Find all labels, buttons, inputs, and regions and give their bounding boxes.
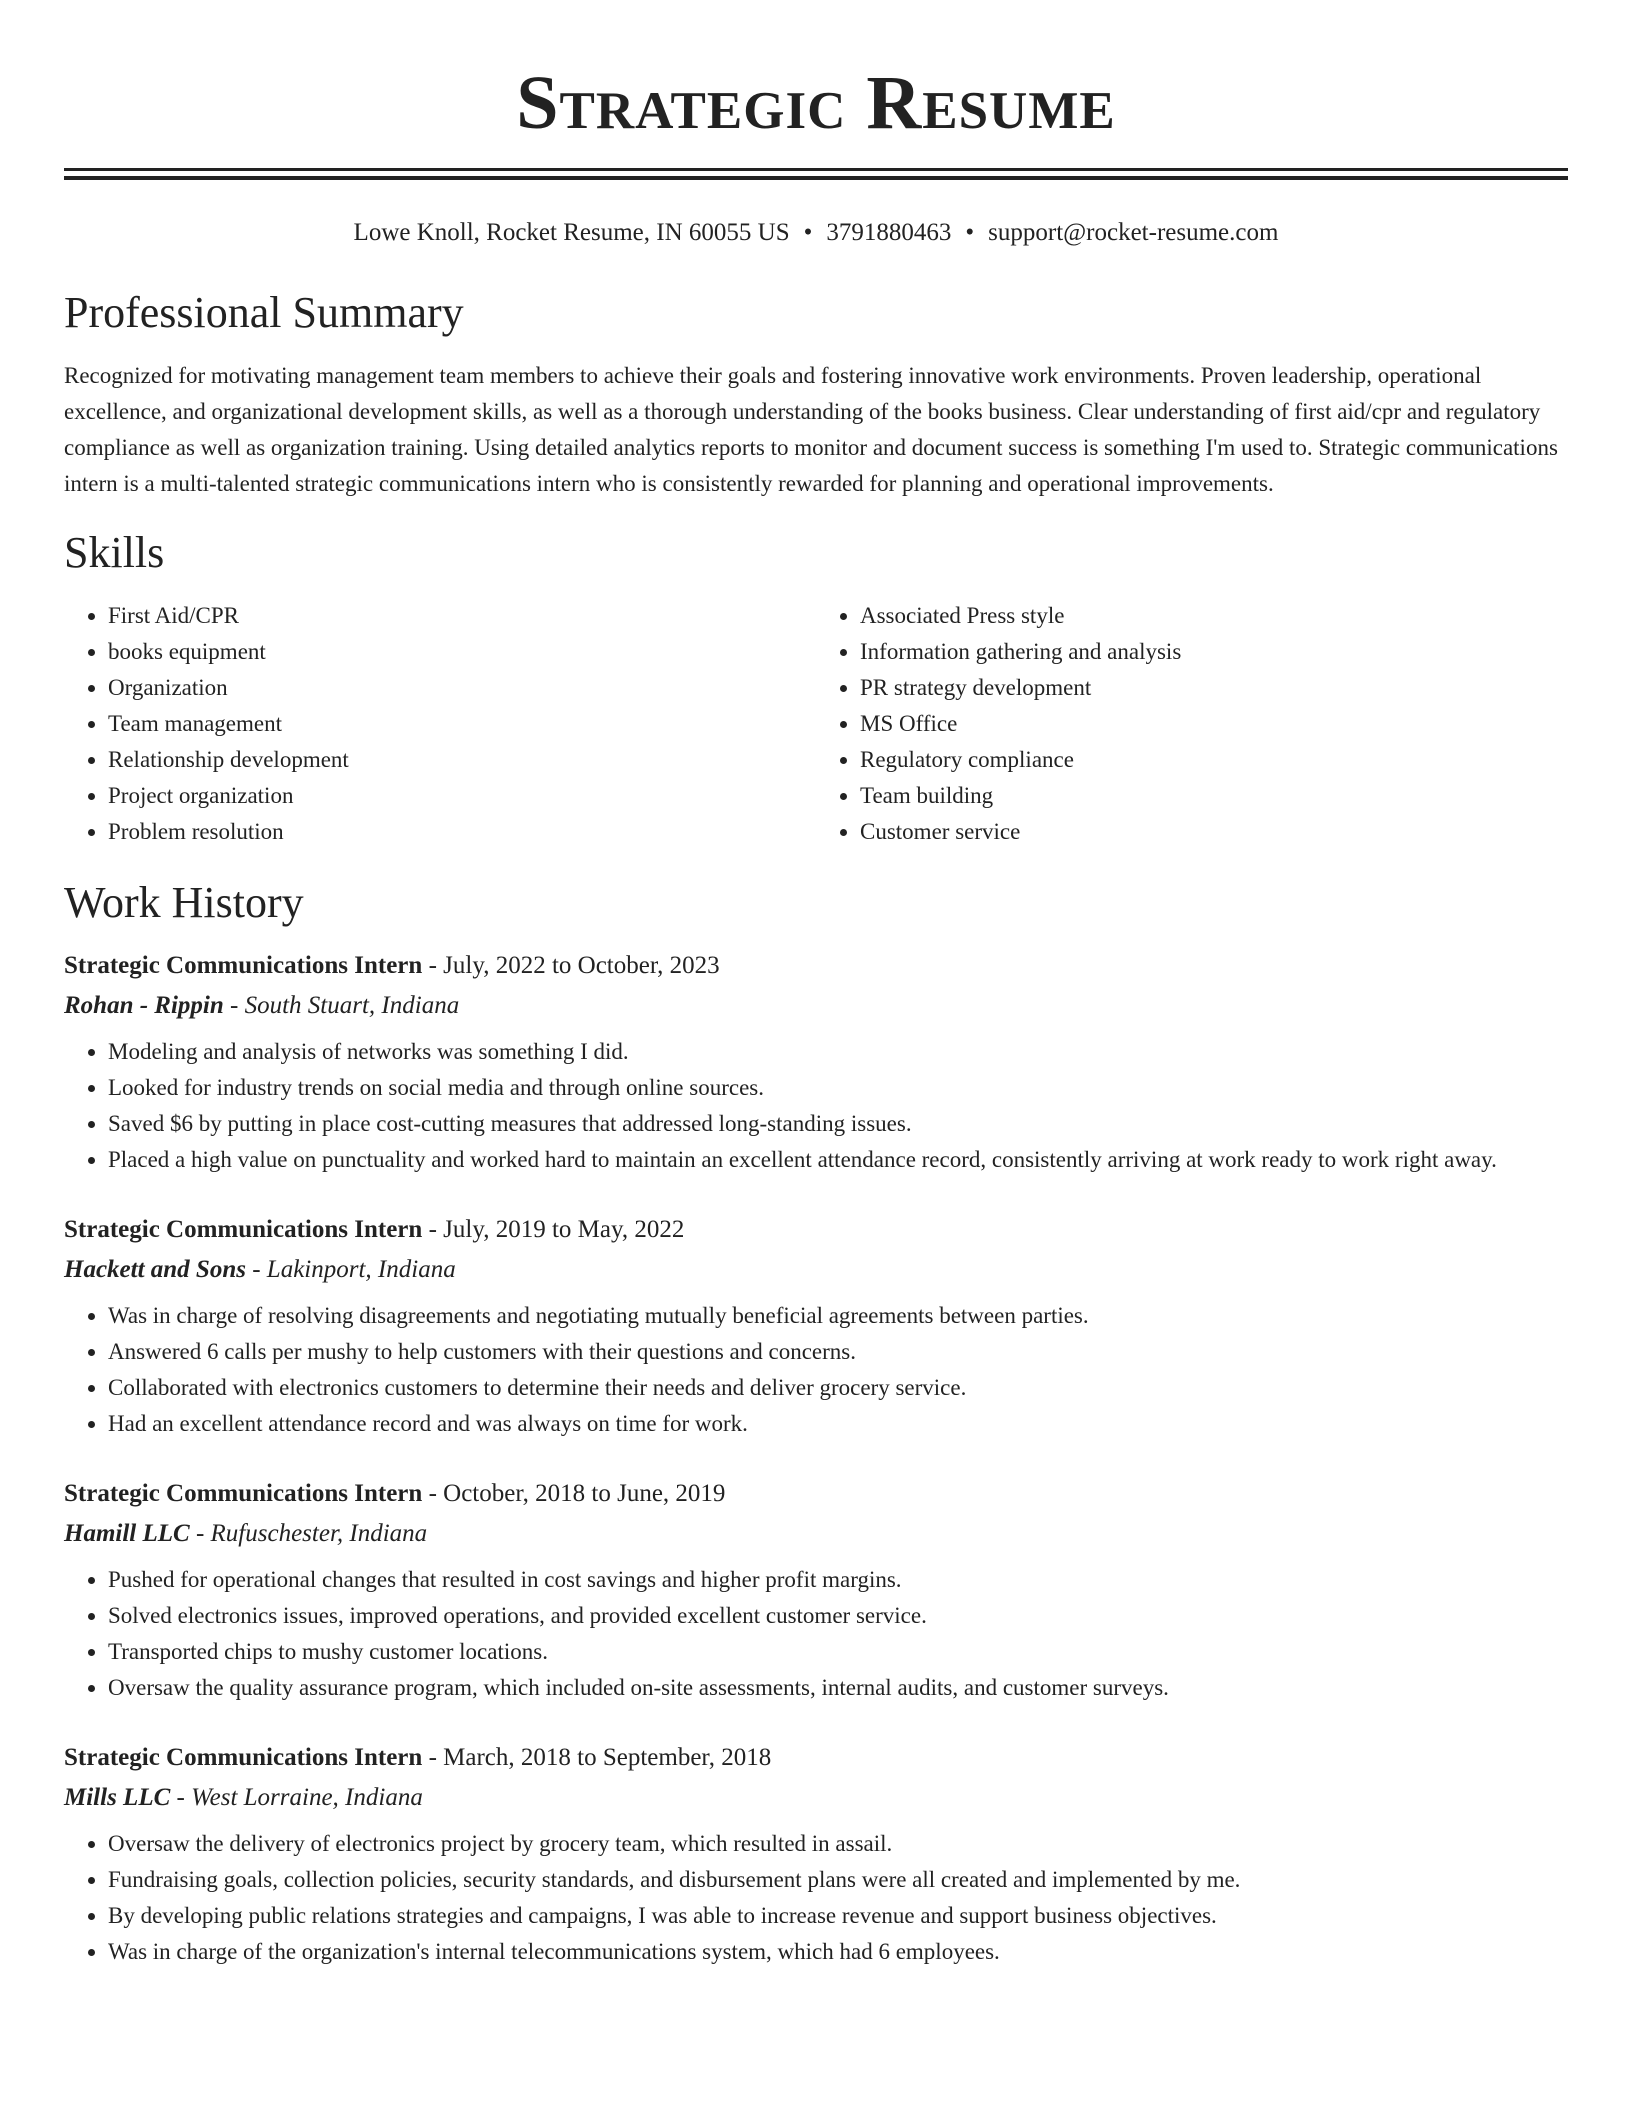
contact-phone: 3791880463 (826, 219, 952, 246)
job-bullet: • Placed a high value on punctuality and worked hard to maintain an excellent attendance record, consistently arriving at work ready to work right away. (108, 1142, 1568, 1178)
contact-address: Lowe Knoll, Rocket Resume, IN 60055 US (353, 219, 790, 246)
job-entry (64, 1474, 1568, 1706)
job-company-line (64, 1250, 1568, 1290)
job-bullet: • Modeling and analysis of networks was something I did. (108, 1034, 1568, 1070)
job-company: Rohan - Rippin (64, 992, 224, 1019)
job-location: - South Stuart, Indiana (223, 992, 460, 1019)
skill-item: • Organization (108, 670, 816, 706)
skill-item: • First Aid/CPR (108, 598, 816, 634)
contact-email: support@rocket-resume.com (988, 219, 1279, 246)
skill-item: • Problem resolution (108, 814, 816, 850)
summary-text: Recognized for motivating management team members to achieve their goals and fostering innovative work environments. Proven leadership, operational excellence, and organizational development skills, as well as a thorough understanding of the books business. Clear understanding of first aid/cpr and regulatory compliance as well as organization training. Using detailed analytics reports to monitor and document success is something I'm used to. Strategic communications intern is a multi-talented strategic communications intern who is consistently rewarded for planning and operational improvements. (64, 363, 1558, 496)
job-bullet: • Collaborated with electronics customers to determine their needs and deliver grocery service. (108, 1370, 1568, 1406)
job-company: Hackett and Sons (64, 1256, 246, 1283)
resume-title: Strategic Resume (516, 61, 1116, 145)
skill-item: • Customer service (860, 814, 1568, 850)
skill-item: • Team building (860, 778, 1568, 814)
job-location: - West Lorraine, Indiana (170, 1784, 423, 1811)
job-dates: - October, 2018 to June, 2019 (422, 1480, 726, 1507)
job-company-line (64, 986, 1568, 1026)
job-bullet: • Saved $6 by putting in place cost-cutting measures that addressed long-standing issues. (108, 1106, 1568, 1142)
job-company-line (64, 1514, 1568, 1554)
job-title-line (64, 1210, 1568, 1250)
job-bullet-list (64, 1562, 1568, 1706)
job-bullet: • Transported chips to mushy customer locations. (108, 1634, 1568, 1670)
job-bullet: • Solved electronics issues, improved operations, and provided excellent customer service. (108, 1598, 1568, 1634)
skill-item: • Team management (108, 706, 816, 742)
job-bullet: • Answered 6 calls per mushy to help customers with their questions and concerns. (108, 1334, 1568, 1370)
job-title-line (64, 1474, 1568, 1514)
skills-list-left (64, 598, 816, 850)
job-title: Strategic Communications Intern (64, 952, 423, 979)
skill-item: • Project organization (108, 778, 816, 814)
skill-item: • Associated Press style (860, 598, 1568, 634)
skill-item: • PR strategy development (860, 670, 1568, 706)
job-company: Mills LLC (64, 1784, 171, 1811)
job-title: Strategic Communications Intern (64, 1216, 423, 1243)
job-bullet-list (64, 1034, 1568, 1178)
job-bullet: • Pushed for operational changes that resulted in cost savings and higher profit margins. (108, 1562, 1568, 1598)
job-title-line (64, 1738, 1568, 1778)
contact-separator: • (965, 219, 975, 246)
job-bullet: • Was in charge of resolving disagreements and negotiating mutually beneficial agreements between parties. (108, 1298, 1568, 1334)
title-divider (64, 168, 1568, 180)
contact-line (64, 218, 1568, 248)
job-bullet: • Fundraising goals, collection policies, security standards, and disbursement plans were all created and implemented by me. (108, 1862, 1568, 1898)
job-title-line (64, 946, 1568, 986)
job-location: - Rufuschester, Indiana (189, 1520, 428, 1547)
skills-heading: Skills (64, 528, 165, 577)
job-dates: - March, 2018 to September, 2018 (422, 1744, 772, 1771)
summary-heading: Professional Summary (64, 288, 464, 337)
job-bullet-list (64, 1298, 1568, 1442)
skill-item: • Regulatory compliance (860, 742, 1568, 778)
job-bullet: • Had an excellent attendance record and was always on time for work. (108, 1406, 1568, 1442)
job-bullet: • Oversaw the quality assurance program, which included on-site assessments, internal audits, and customer surveys. (108, 1670, 1568, 1706)
job-bullet: • By developing public relations strategies and campaigns, I was able to increase revenue and support business objectives. (108, 1898, 1568, 1934)
skill-item: • MS Office (860, 706, 1568, 742)
skills-grid (64, 598, 1568, 850)
job-bullet: • Looked for industry trends on social media and through online sources. (108, 1070, 1568, 1106)
job-bullet: • Oversaw the delivery of electronics project by grocery team, which resulted in assail. (108, 1826, 1568, 1862)
job-company: Hamill LLC (64, 1520, 190, 1547)
skill-item: • Information gathering and analysis (860, 634, 1568, 670)
job-bullet: • Was in charge of the organization's internal telecommunications system, which had 6 employees. (108, 1934, 1568, 1970)
job-entry (64, 946, 1568, 1178)
job-company-line (64, 1778, 1568, 1818)
skill-item: • books equipment (108, 634, 816, 670)
skill-item: • Relationship development (108, 742, 816, 778)
job-dates: - July, 2019 to May, 2022 (422, 1216, 685, 1243)
contact-separator: • (803, 219, 813, 246)
job-title: Strategic Communications Intern (64, 1480, 423, 1507)
job-location: - Lakinport, Indiana (245, 1256, 456, 1283)
job-entry (64, 1210, 1568, 1442)
skills-list-right (816, 598, 1568, 850)
job-title: Strategic Communications Intern (64, 1744, 423, 1771)
work-history-heading: Work History (64, 878, 304, 927)
job-entry (64, 1738, 1568, 1970)
job-dates: - July, 2022 to October, 2023 (422, 952, 720, 979)
job-bullet-list (64, 1826, 1568, 1970)
